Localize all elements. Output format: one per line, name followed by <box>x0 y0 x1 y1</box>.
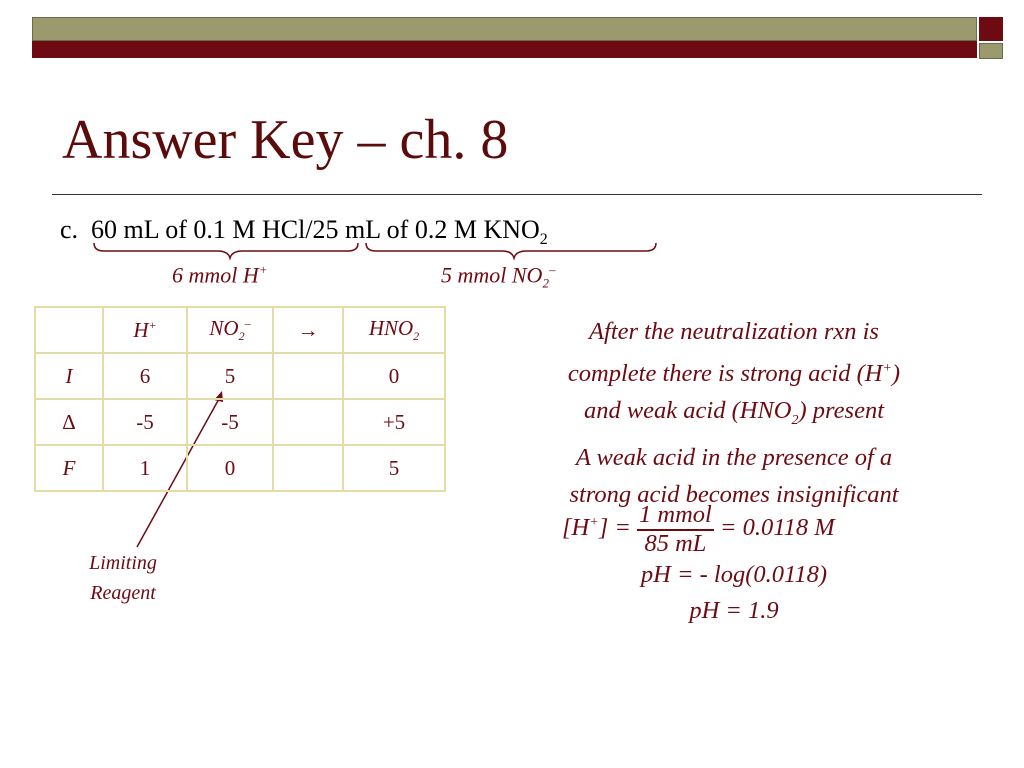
slide-title: Answer Key – ch. 8 <box>62 109 509 171</box>
left-brace <box>94 243 358 258</box>
table-cell: 1 <box>103 445 187 491</box>
table-cell: 5 <box>187 353 273 399</box>
note-mmol-h: 6 mmol H+ <box>172 262 268 288</box>
fraction <box>637 503 714 556</box>
table-cell: 0 <box>187 445 273 491</box>
ph-log-line: pH = - log(0.0118) <box>640 561 828 588</box>
explanation-line: After the neutralization rxn is <box>589 318 879 345</box>
table-row <box>35 399 445 445</box>
note-mmol-no2: 5 mmol $NO_2^-$ <box>441 262 556 291</box>
table-row <box>35 445 445 491</box>
table-cell <box>273 399 343 445</box>
ph-result-line: pH = 1.9 <box>689 597 779 624</box>
table-cell: 6 <box>103 353 187 399</box>
table-cell: I <box>35 353 103 399</box>
fraction-denominator: 85 mL <box>644 529 707 557</box>
table-cell: 5 <box>343 445 445 491</box>
right-brace <box>366 243 656 258</box>
concentration-result: = 0.0118 M <box>719 514 835 542</box>
explanation-text <box>500 313 968 513</box>
table-cell <box>273 445 343 491</box>
table-cell: 0 <box>343 353 445 399</box>
table-header-cell: $HNO_2$ <box>343 307 445 353</box>
explanation-line: complete there is strong acid (H+) <box>567 360 901 388</box>
table-cell: -5 <box>187 399 273 445</box>
table-header-cell: H+ <box>103 307 187 353</box>
fraction-numerator: 1 mmol <box>637 503 714 531</box>
question-text: 60 mL of 0.1 M HCl/25 mL of 0.2 M KNO <box>91 215 540 244</box>
table-row <box>35 353 445 399</box>
question-subscript: 2 <box>539 231 548 249</box>
arrow-icon: → <box>297 317 319 342</box>
explanation-line: strong acid becomes insignificant <box>569 481 899 509</box>
limiting-reagent-label: Limiting Reagent <box>89 552 157 604</box>
table-header-cell: $NO_2^-$ <box>187 307 273 353</box>
explanation-line: A weak acid in the presence of a <box>575 444 893 472</box>
table-header-cell <box>35 307 103 353</box>
table-cell <box>273 353 343 399</box>
table-cell: F <box>35 445 103 491</box>
table-header-cell <box>273 307 343 353</box>
ice-table <box>34 306 446 492</box>
table-cell: Δ <box>35 399 103 445</box>
concentration-equation: [H+] = $\frac{\text{1 mmol}}{85 mL}$ = 0.0118 M <box>562 501 835 557</box>
explanation-line: and weak acid $(HNO_2)$ present <box>583 397 885 429</box>
table-cell: -5 <box>103 399 187 445</box>
table-header-row <box>35 307 445 353</box>
table-cell: +5 <box>343 399 445 445</box>
question-label: c. <box>60 215 79 244</box>
